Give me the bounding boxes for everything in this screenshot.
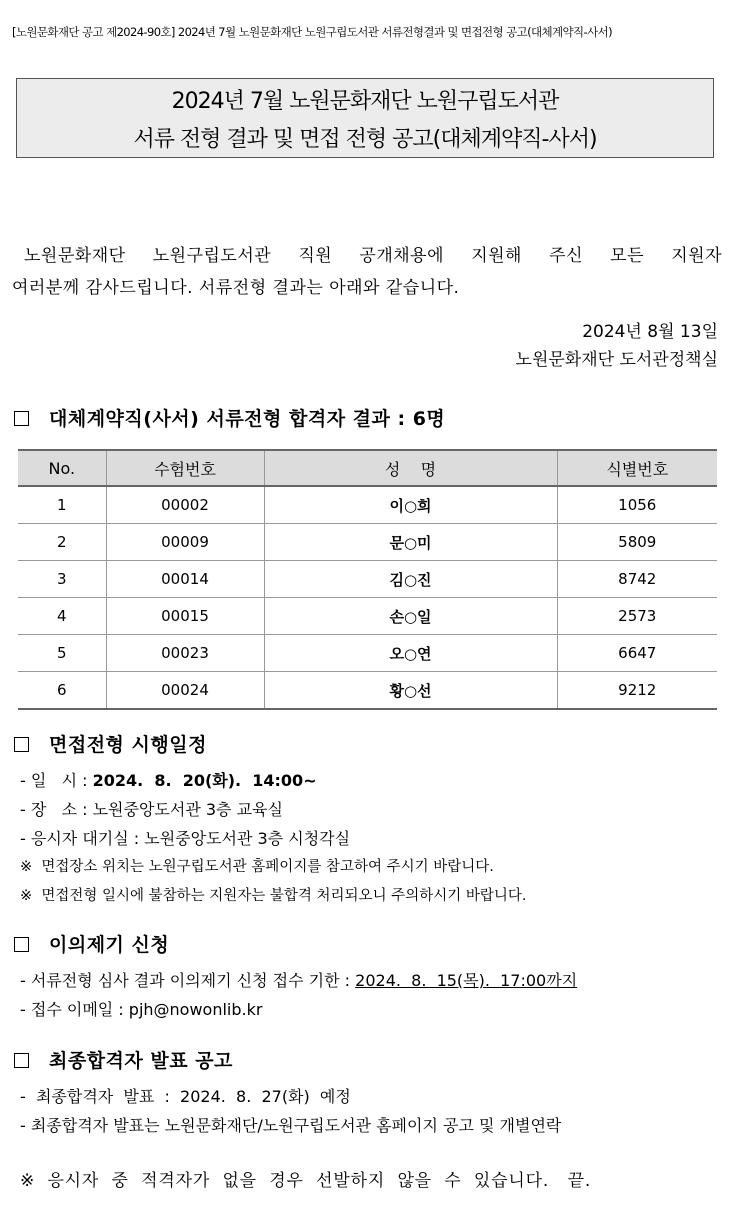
cell-no: 3 xyxy=(18,561,106,598)
results-table xyxy=(18,449,717,710)
final-announcement-list xyxy=(20,1082,561,1140)
table-header-row xyxy=(18,450,717,486)
checkbox-square-icon xyxy=(14,1053,29,1068)
cell-name: 황○선 xyxy=(264,672,557,710)
table-row xyxy=(18,635,717,672)
department-name: 노원문화재단 도서관정책실 xyxy=(515,350,718,370)
checkbox-square-icon xyxy=(14,937,29,952)
section-objection-title: 이의제기 신청 xyxy=(14,930,169,957)
cell-id: 2573 xyxy=(557,598,717,635)
title-line-2: 서류 전형 결과 및 면접 전형 공고(대체계약직-사서) xyxy=(133,127,597,152)
announcement-date: 2024년 8월 13일 xyxy=(582,322,718,342)
table-row xyxy=(18,524,717,561)
title-line-1: 2024년 7월 노원문화재단 노원구립도서관 xyxy=(171,89,559,114)
header-id: 식별번호 xyxy=(557,450,717,486)
table-row xyxy=(18,672,717,710)
cell-name: 문○미 xyxy=(264,524,557,561)
cell-no: 1 xyxy=(18,486,106,524)
table-row xyxy=(18,598,717,635)
cell-exam-no: 00015 xyxy=(106,598,264,635)
interview-note-location: ※ 면접장소 위치는 노원구립도서관 홈페이지를 참고하여 주시기 바랍니다. xyxy=(20,859,494,875)
final-announcement-method: - 최종합격자 발표는 노원문화재단/노원구립도서관 홈페이지 공고 및 개별연락 xyxy=(20,1116,562,1135)
section-document-results-title: 대체계약직(사서) 서류전형 합격자 결과 : 6명 xyxy=(14,404,445,431)
interview-waiting-room: - 응시자 대기실 : 노원중앙도서관 3층 시청각실 xyxy=(20,829,351,848)
cell-id: 6647 xyxy=(557,635,717,672)
date-block xyxy=(516,318,718,374)
announcement-header: [노원문화재단 공고 제2024-90호] 2024년 7월 노원문화재단 노원구립도서관 서류전형결과 및 면접전형 공고(대체계약직-사서) xyxy=(12,25,612,39)
cell-no: 6 xyxy=(18,672,106,710)
cell-exam-no: 00009 xyxy=(106,524,264,561)
section-interview-schedule-title: 면접전형 시행일정 xyxy=(14,730,207,757)
objection-deadline: - 서류전형 심사 결과 이의제기 신청 접수 기한 : 2024. 8. 15(목). 17:00까지 xyxy=(20,971,578,990)
header-exam-no: 수험번호 xyxy=(106,450,264,486)
objection-email: - 접수 이메일 : pjh@nowonlib.kr xyxy=(20,1000,263,1019)
objection-list xyxy=(20,966,577,1024)
cell-name: 김○진 xyxy=(264,561,557,598)
cell-id: 9212 xyxy=(557,672,717,710)
final-note: ※ 응시자 중 적격자가 없을 경우 선발하지 않을 수 있습니다. 끝. xyxy=(20,1171,592,1191)
cell-exam-no: 00023 xyxy=(106,635,264,672)
final-announcement-date: - 최종합격자 발표 : 2024. 8. 27(화) 예정 xyxy=(20,1087,351,1106)
table-row xyxy=(18,486,717,524)
cell-no: 4 xyxy=(18,598,106,635)
title-box xyxy=(16,78,714,158)
header-name: 성 명 xyxy=(264,450,557,486)
cell-id: 1056 xyxy=(557,486,717,524)
intro-line-2: 여러분께 감사드립니다. 서류전형 결과는 아래와 같습니다. xyxy=(12,278,460,298)
cell-id: 5809 xyxy=(557,524,717,561)
section-final-announcement-title: 최종합격자 발표 공고 xyxy=(14,1046,233,1073)
cell-exam-no: 00014 xyxy=(106,561,264,598)
interview-note-absence: ※ 면접전형 일시에 불참하는 지원자는 불합격 처리되오니 주의하시기 바랍니다. xyxy=(20,888,527,904)
interview-schedule-list xyxy=(20,766,526,911)
interview-date: - 일 시 : 2024. 8. 20(화). 14:00~ xyxy=(20,771,317,790)
intro-paragraph xyxy=(12,240,722,304)
cell-exam-no: 00024 xyxy=(106,672,264,710)
cell-name: 손○일 xyxy=(264,598,557,635)
table-row xyxy=(18,561,717,598)
cell-exam-no: 00002 xyxy=(106,486,264,524)
header-no: No. xyxy=(18,450,106,486)
intro-line-1: 노원문화재단 노원구립도서관 직원 공개채용에 지원해 주신 모든 지원자 xyxy=(24,246,722,266)
checkbox-square-icon xyxy=(14,737,29,752)
checkbox-square-icon xyxy=(14,411,29,426)
cell-name: 오○연 xyxy=(264,635,557,672)
interview-place: - 장 소 : 노원중앙도서관 3층 교육실 xyxy=(20,800,283,819)
cell-no: 5 xyxy=(18,635,106,672)
cell-id: 8742 xyxy=(557,561,717,598)
cell-no: 2 xyxy=(18,524,106,561)
cell-name: 이○희 xyxy=(264,486,557,524)
